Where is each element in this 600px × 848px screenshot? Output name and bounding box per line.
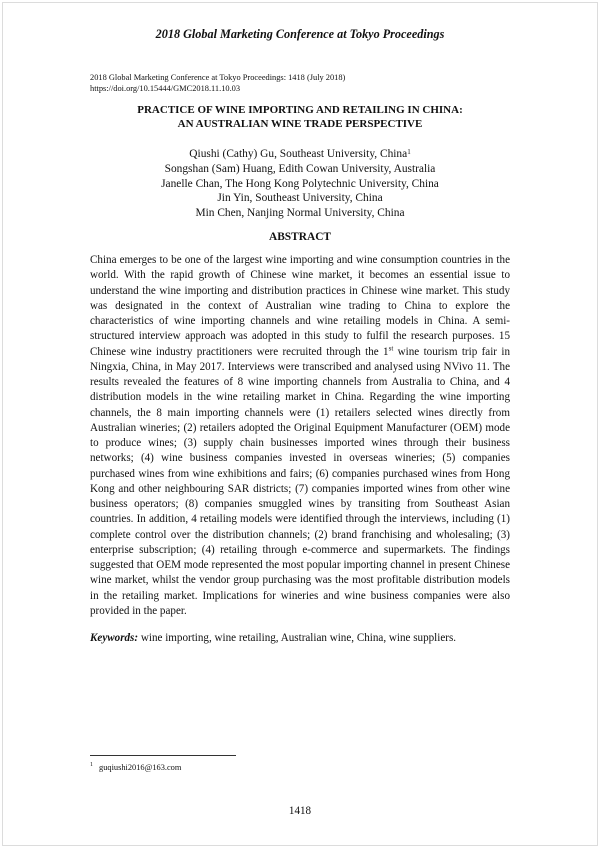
page-number: 1418 bbox=[288, 805, 312, 817]
citation-line: 2018 Global Marketing Conference at Tokyo Proceedings: 1418 (July 2018) bbox=[90, 73, 346, 82]
author-line: Qiushi (Cathy) Gu, Southeast University, China$^1$ bbox=[189, 148, 411, 160]
footnote-email[interactable]: guqiushi2016@163.com bbox=[99, 762, 182, 772]
footnote-divider bbox=[90, 755, 236, 756]
author-line: Songshan (Sam) Huang, Edith Cowan University, Australia bbox=[164, 162, 436, 175]
abstract-heading: ABSTRACT bbox=[268, 231, 332, 243]
author-line: Min Chen, Nanjing Normal University, China bbox=[195, 207, 405, 220]
keywords-label: Keywords: bbox=[90, 632, 139, 644]
keywords-text: wine importing, wine retailing, Australian wine, China, wine suppliers. bbox=[138, 632, 457, 644]
running-header: 2018 Global Marketing Conference at Tokyo Proceedings bbox=[155, 27, 445, 41]
citation-block bbox=[90, 72, 510, 94]
paper-title bbox=[60, 103, 540, 131]
author-line: Jin Yin, Southeast University, China bbox=[217, 192, 383, 205]
title-line-2: AN AUSTRALIAN WINE TRADE PERSPECTIVE bbox=[177, 118, 423, 130]
author-line: Janelle Chan, The Hong Kong Polytechnic University, China bbox=[161, 177, 439, 190]
footnote bbox=[90, 762, 181, 772]
keywords bbox=[90, 631, 510, 646]
footnote-marker[interactable]: 1 bbox=[407, 148, 411, 156]
footnote-mark: 1 bbox=[90, 762, 93, 768]
abstract-body: China emerges to be one of the largest wine importing and wine consumption countries in the world. With the rapid growth of Chinese wine market, it becomes an essential issue to understand the wine importing and distribution practices in Chinese wine market. This study was designated in the context of Australian wine trading to China to explore the characteristics of wine importing channels and wine retailing models in China. A semi-structured interview approach was adopted in this study to fulfil the research purposes. 15 Chinese wine industry practitioners were recruited through the 1st wine tourism trip fair in Ningxia, China, in May 2017. Interviews were transcribed and analysed using NVivo 11. The results revealed the features of 8 wine importing channels from Australia to China, and 4 distribution models in the wine retailing market in China. Regarding the wine importing channels, the 8 main importing channels were (1) retailers selected wines directly from Australian wineries; (2) retailers adopted the Original Equipment Manufacturer (OEM) mode to produce wines; (3) supply chain businesses imported wines through their business networks; (4) wine business companies invested in overseas wineries; (5) companies purchased wines from wine exhibitions and fairs; (6) companies purchased wines from Hong Kong and other neighbouring SAR districts; (7) companies imported wines from other wine business operators; (8) companies smuggled wines by transiting from Southeast Asian countries. In addition, 4 retailing models were identified through the interviews, including (1) complete control over the distribution channels; (2) brand franchising and wholesaling; (3) enterprise subscription; (4) retailing through e-commerce and supermarkets. The findings suggested that OEM mode represented the most popular importing channel in present Chinese wine market, whilst the vendor group purchasing was the most profitable distribution models in the retailing market. Implications for wineries and wine business companies were also provided in the paper. bbox=[90, 254, 510, 617]
author-list bbox=[60, 147, 540, 221]
title-line-1: PRACTICE OF WINE IMPORTING AND RETAILING IN CHINA: bbox=[137, 104, 463, 116]
doi-link[interactable]: https://doi.org/10.15444/GMC2018.11.10.03 bbox=[90, 84, 241, 93]
